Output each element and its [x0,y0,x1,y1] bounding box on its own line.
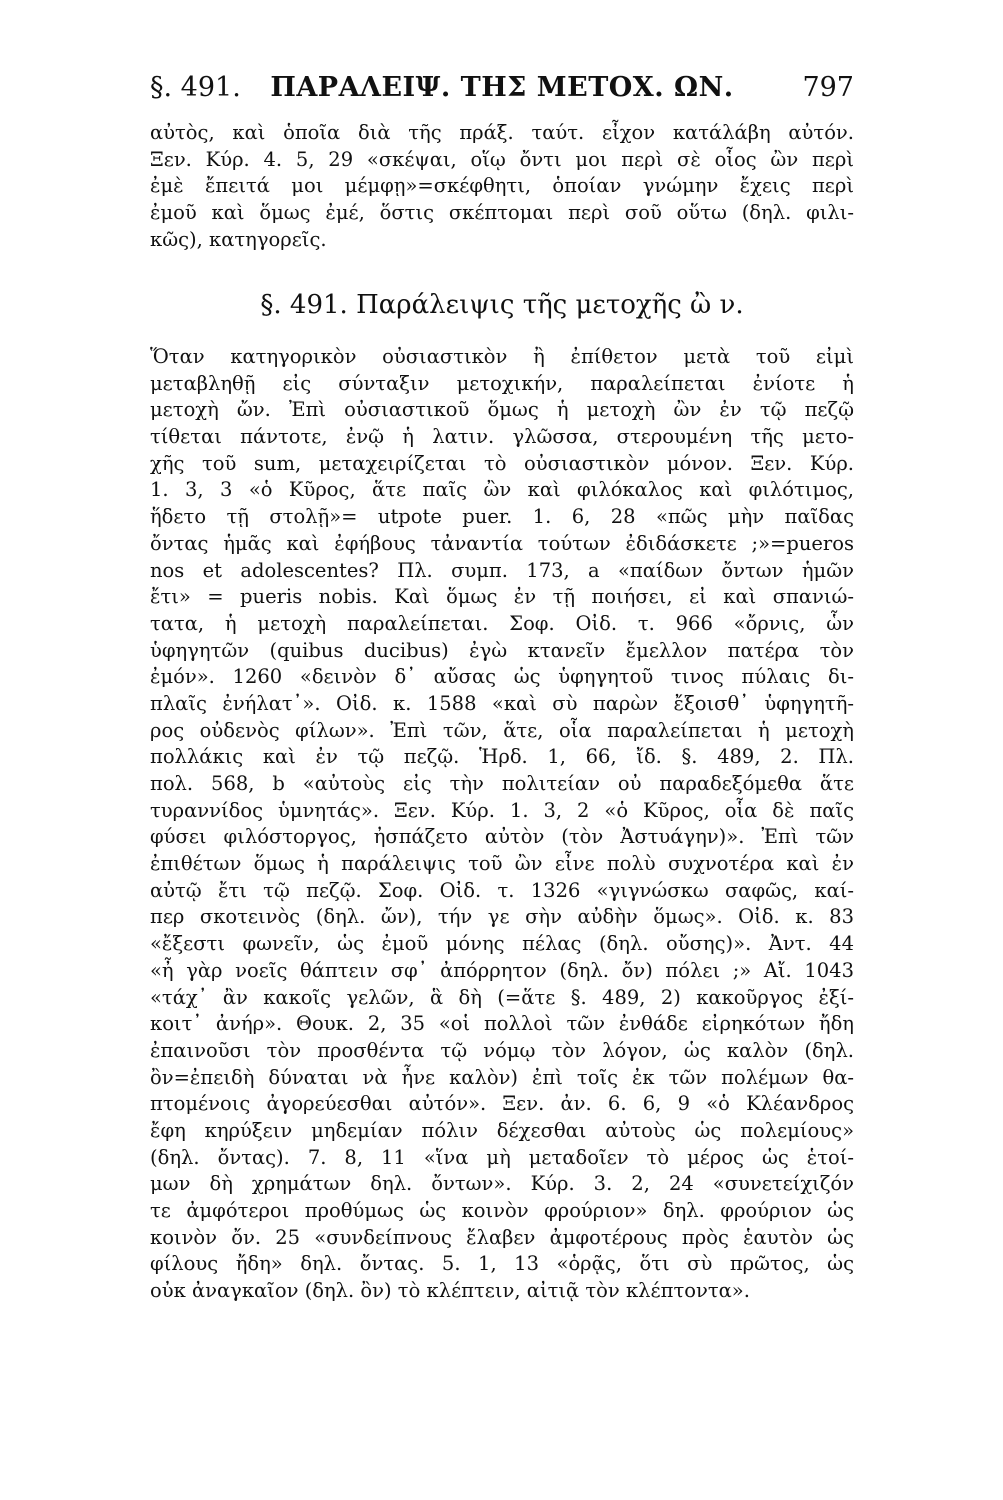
text-line: ἐμὲ ἔπειτά μοι μέμφῃ»=σκέφθητι, ὁποίαν γνώμην ἔχεις περὶ [150,174,854,198]
text-line: μετοχὴ ὤν. Ἐπὶ οὐσιαστικοῦ ὅμως ἡ μετοχὴ ὢν ἐν τῷ πεζῷ [150,398,854,422]
text-line: κοιτ᾿ ἀνήρ». Θουκ. 2, 35 «οἱ πολλοὶ τῶν ἐνθάδε εἰρηκότων ἤδη [150,1012,854,1036]
text-line: «ἦ γὰρ νοεῖς θάπτειν σφ᾿ ἀπόρρητον (δηλ. ὄν) πόλει ;» Αἴ. 1043 [150,958,854,982]
text-line: ὂν=ἐπειδὴ δύναται νὰ ἦνε καλὸν) ἐπὶ τοῖς ἐκ τῶν πολέμων θα- [150,1065,854,1089]
text-line: ὑφηγητῶν (quibus ducibus) ἐγὼ κτανεῖν ἔμελλον πατέρα τὸν [150,638,854,662]
text-line: τίθεται πάντοτε, ἐνῷ ἡ λατιν. γλῶσσα, στερουμένη τῆς μετο- [150,425,854,449]
text-line: ὄντας ἡμᾶς καὶ ἐφήβους τἀναντία τούτων ἐδιδάσκετε ;»=pueros [150,531,854,555]
text-line: τατα, ἡ μετοχὴ παραλείπεται. Σοφ. Οἰδ. τ. 966 «ὄρνις, ὧν [150,611,854,635]
text-line: ἐμοῦ καὶ ὅμως ἐμέ, ὅστις σκέπτομαι περὶ σοῦ οὕτω (δηλ. φιλι- [150,201,854,225]
text-line: «τάχ᾿ ἂν κακοῖς γελῶν, ἃ δὴ (=ἅτε §. 489, 2) κακοῦργος ἐξί- [150,985,854,1009]
text-line: (δηλ. ὄντας). 7. 8, 11 «ἵνα μὴ μεταδοῖεν τὸ μέρος ὡς ἑτοί- [150,1145,854,1169]
text-line: ἔφη κηρύξειν μηδεμίαν πόλιν δέχεσθαι αὐτοὺς ὡς πολεμίους» [150,1118,854,1142]
main-paragraph [150,344,854,1305]
section-heading: §. 491. Παράλειψις τῆς μετοχῆς ὢ ν. [260,290,744,320]
text-line: κοινὸν ὄν. 25 «συνδείπνους ἔλαβεν ἀμφοτέρους πρὸς ἑαυτὸν ὡς [150,1225,854,1249]
text-line: ἐμόν». 1260 «δεινὸν δ᾿ αὔσας ὡς ὑφηγητοῦ τινος πύλαις δι- [150,665,854,689]
text-line: χῆς τοῦ sum, μεταχειρίζεται τὸ οὐσιαστικὸν μόνον. Ξεν. Κύρ. [150,451,854,475]
text-line: «ἔξεστι φωνεῖν, ὡς ἐμοῦ μόνης πέλας (δηλ. οὔσης)». Ἀντ. 44 [150,932,854,956]
text-line: μων δὴ χρημάτων δηλ. ὄντων». Κύρ. 3. 2, 24 «συνετείχιζόν [150,1172,854,1196]
text-line: Ὅταν κατηγορικὸν οὐσιαστικὸν ἢ ἐπίθετον μετὰ τοῦ εἰμὶ [150,345,854,368]
text-line: φύσει φιλόστοργος, ἠσπάζετο αὐτὸν (τὸν Ἀστυάγην)». Ἐπὶ τῶν [150,825,854,849]
text-line: αὐτὸς, καὶ ὁποῖα διὰ τῆς πράξ. ταύτ. εἶχον κατάλάβη αὐτόν. [150,121,854,144]
text-line: Ξεν. Κύρ. 4. 5, 29 «σκέψαι, οἵῳ ὄντι μοι περὶ σὲ οἷος ὢν περὶ [150,147,854,171]
text-line: αὐτῷ ἔτι τῷ πεζῷ. Σοφ. Οἰδ. τ. 1326 «γιγνώσκω σαφῶς, καί- [150,878,854,902]
text-line: nos et adolescentes? Πλ. συμπ. 173, a «παίδων ὄντων ἡμῶν [150,558,854,582]
text-line: τυραννίδος ὑμνητάς». Ξεν. Κύρ. 1. 3, 2 «ὁ Κῦρος, οἷα δὲ παῖς [150,798,854,822]
header-title: ΠΑΡΑΛΕΙΨ. ΤΗΣ ΜΕΤΟΧ. ΩΝ. [270,72,734,103]
text-line: πολ. 568, b «αὐτοὺς εἰς τὴν πολιτείαν οὐ παραδεξόμεθα ἅτε [150,772,854,795]
text-line: ἥδετο τῇ στολῇ»= utpote puer. 1. 6, 28 «πῶς μὴν παῖδας [150,505,854,529]
running-header [150,72,854,112]
text-line: ἔτι» = pueris nobis. Καὶ ὅμως ἐν τῇ ποιήσει, εἰ καὶ σπανιώ- [150,585,854,609]
intro-paragraph [150,120,854,253]
text-line: πτομένοις ἀγορεύεσθαι αὐτόν». Ξεν. ἀν. 6. 6, 9 «ὁ Κλέανδρος [150,1092,854,1116]
header-section-number: §. 491. [150,72,241,103]
text-line: πολλάκις καὶ ἐν τῷ πεζῷ. Ἡρδ. 1, 66, ἴδ. §. 489, 2. Πλ. [150,745,854,769]
page-number: 797 [802,72,854,103]
text-line: τε ἀμφότεροι προθύμως ὡς κοινὸν φρούριον» δηλ. φρούριον ὡς [150,1199,854,1222]
text-line: περ σκοτεινὸς (δηλ. ὤν), τήν γε σὴν αὐδὴν ὅμως». Οἰδ. κ. 83 [150,905,854,929]
text-line: ἐπιθέτων ὅμως ἡ παράλειψις τοῦ ὢν εἶνε πολὺ συχνοτέρα καὶ ἐν [150,852,854,876]
text-line: πλαῖς ἐνήλατ᾿». Οἰδ. κ. 1588 «καὶ σὺ παρὼν ἔξοισθ᾿ ὑφηγητῆ- [150,691,854,715]
text-line: μεταβληθῇ εἰς σύνταξιν μετοχικήν, παραλείπεται ἐνίοτε ἡ [150,371,854,395]
text-line: οὐκ ἀναγκαῖον (δηλ. ὂν) τὸ κλέπτειν, αἰτιᾷ τὸν κλέπτοντα». [150,1279,750,1303]
text-line: ἐπαινοῦσι τὸν προσθέντα τῷ νόμῳ τὸν λόγον, ὡς καλὸν (δηλ. [150,1038,854,1062]
text-line: φίλους ἤδη» δηλ. ὄντας. 5. 1, 13 «ὁρᾷς, ὅτι σὺ πρῶτος, ὡς [150,1252,854,1276]
text-line: κῶς), κατηγορεῖς. [150,227,327,251]
text-line: ρος οὐδενὸς φίλων». Ἐπὶ τῶν, ἅτε, οἷα παραλείπεται ἡ μετοχὴ [150,718,854,742]
text-line: 1. 3, 3 «ὁ Κῦρος, ἅτε παῖς ὢν καὶ φιλόκαλος καὶ φιλότιμος, [150,478,854,502]
